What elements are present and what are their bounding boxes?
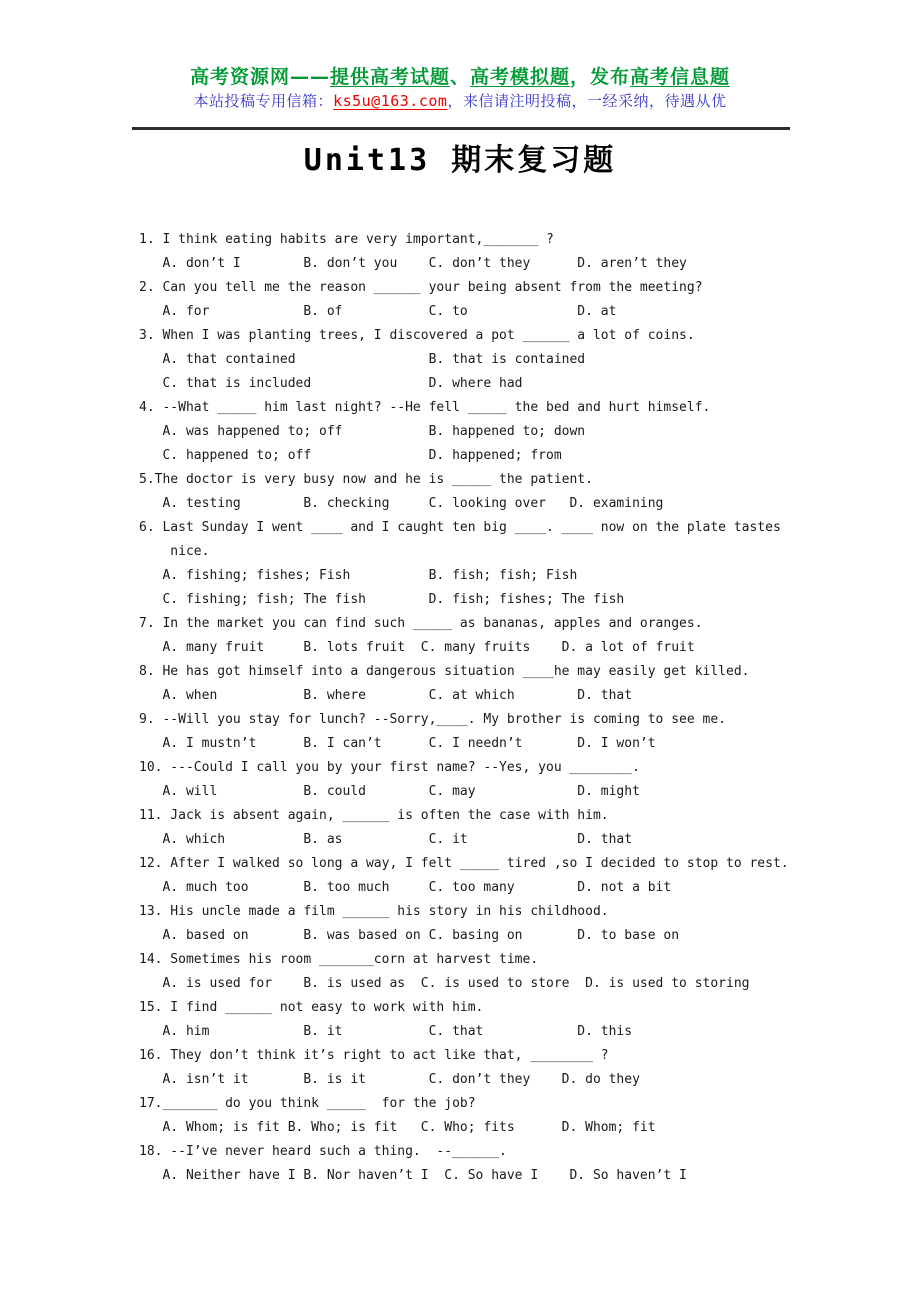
question-line: A. which B. as C. it D. that [139,832,633,847]
slogan-segment: 、 [449,66,470,88]
question-line: 10. ---Could I call you by your first name? --Yes, you ________. [139,760,640,775]
question-line: C. that is included D. where had [139,376,523,391]
question-line: 4. --What _____ him last night? --He fell _____ the bed and hurt himself. [139,400,711,415]
question-line: 14. Sometimes his room _______corn at harvest time. [139,952,539,967]
slogan-segment-link: 高考信息题 [630,66,731,88]
question-line: A. don’t I B. don’t you C. don’t they D. aren’t they [139,256,687,271]
question-line: A. was happened to; off B. happened to; down [139,424,586,439]
question-line: 3. When I was planting trees, I discovered a pot ______ a lot of coins. [139,328,695,343]
question-line: 18. --I’ve never heard such a thing. --______. [139,1144,507,1159]
question-line: A. is used for B. is used as C. is used to store D. is used to storing [139,976,750,991]
contact-suffix: ，来信请注明投稿，一经采纳，待遇从优 [447,92,727,110]
question-line: A. many fruit B. lots fruit C. many fruits D. a lot of fruit [139,640,695,655]
question-line: C. fishing; fish; The fish D. fish; fishes; The fish [139,592,625,607]
question-list [139,228,789,1188]
page-title: Unit13 期末复习题 [303,143,617,178]
question-line: A. Whom; is fit B. Who; is fit C. Who; fits D. Whom; fit [139,1120,656,1135]
question-line: 1. I think eating habits are very important,_______ ? [139,232,554,247]
header-divider [132,127,790,130]
question-line: C. happened to; off D. happened; from [139,448,562,463]
question-line: 11. Jack is absent again, ______ is often the case with him. [139,808,609,823]
question-line: 6. Last Sunday I went ____ and I caught ten big ____. ____ now on the plate tastes [139,520,781,535]
question-line: 7. In the market you can find such _____ as bananas, apples and oranges. [139,616,703,631]
question-line: A. I mustn’t B. I can’t C. I needn’t D. I won’t [139,736,656,751]
slogan-segment: ，发布 [570,66,631,88]
question-line: A. him B. it C. that D. this [139,1024,633,1039]
question-line: 15. I find ______ not easy to work with him. [139,1000,484,1015]
question-line: 12. After I walked so long a way, I felt _____ tired ,so I decided to stop to rest. [139,856,789,871]
question-line: A. much too B. too much C. too many D. not a bit [139,880,672,895]
question-line: A. Neither have I B. Nor haven’t I C. So have I D. So haven’t I [139,1168,687,1183]
slogan-segment-link: 提供高考试题 [329,66,450,88]
question-line: A. for B. of C. to D. at [139,304,617,319]
question-line: 17._______ do you think _____ for the job? [139,1096,476,1111]
question-line: A. based on B. was based on C. basing on D. to base on [139,928,680,943]
slogan-segment-link: 高考模拟题 [470,66,571,88]
email-link[interactable]: ks5u@163.com [333,92,448,110]
contact-line [0,90,920,111]
question-line: 2. Can you tell me the reason ______ your being absent from the meeting? [139,280,703,295]
question-line: 16. They don’t think it’s right to act like that, ________ ? [139,1048,609,1063]
question-line: A. that contained B. that is contained [139,352,586,367]
question-line: A. testing B. checking C. looking over D. examining [139,496,664,511]
question-line: A. isn’t it B. is it C. don’t they D. do they [139,1072,640,1087]
question-line: A. will B. could C. may D. might [139,784,640,799]
contact-prefix: 本站投稿专用信箱： [193,92,334,110]
question-line: 8. He has got himself into a dangerous situation ____he may easily get killed. [139,664,750,679]
question-line: nice. [139,544,210,559]
question-line: 9. --Will you stay for lunch? --Sorry,____. My brother is coming to see me. [139,712,726,727]
slogan-segment: 高考资源网—— [189,66,330,88]
question-line: A. fishing; fishes; Fish B. fish; fish; Fish [139,568,578,583]
question-line: 5.The doctor is very busy now and he is _____ the patient. [139,472,593,487]
site-slogan [0,62,920,89]
question-line: A. when B. where C. at which D. that [139,688,633,703]
question-line: 13. His uncle made a film ______ his story in his childhood. [139,904,609,919]
